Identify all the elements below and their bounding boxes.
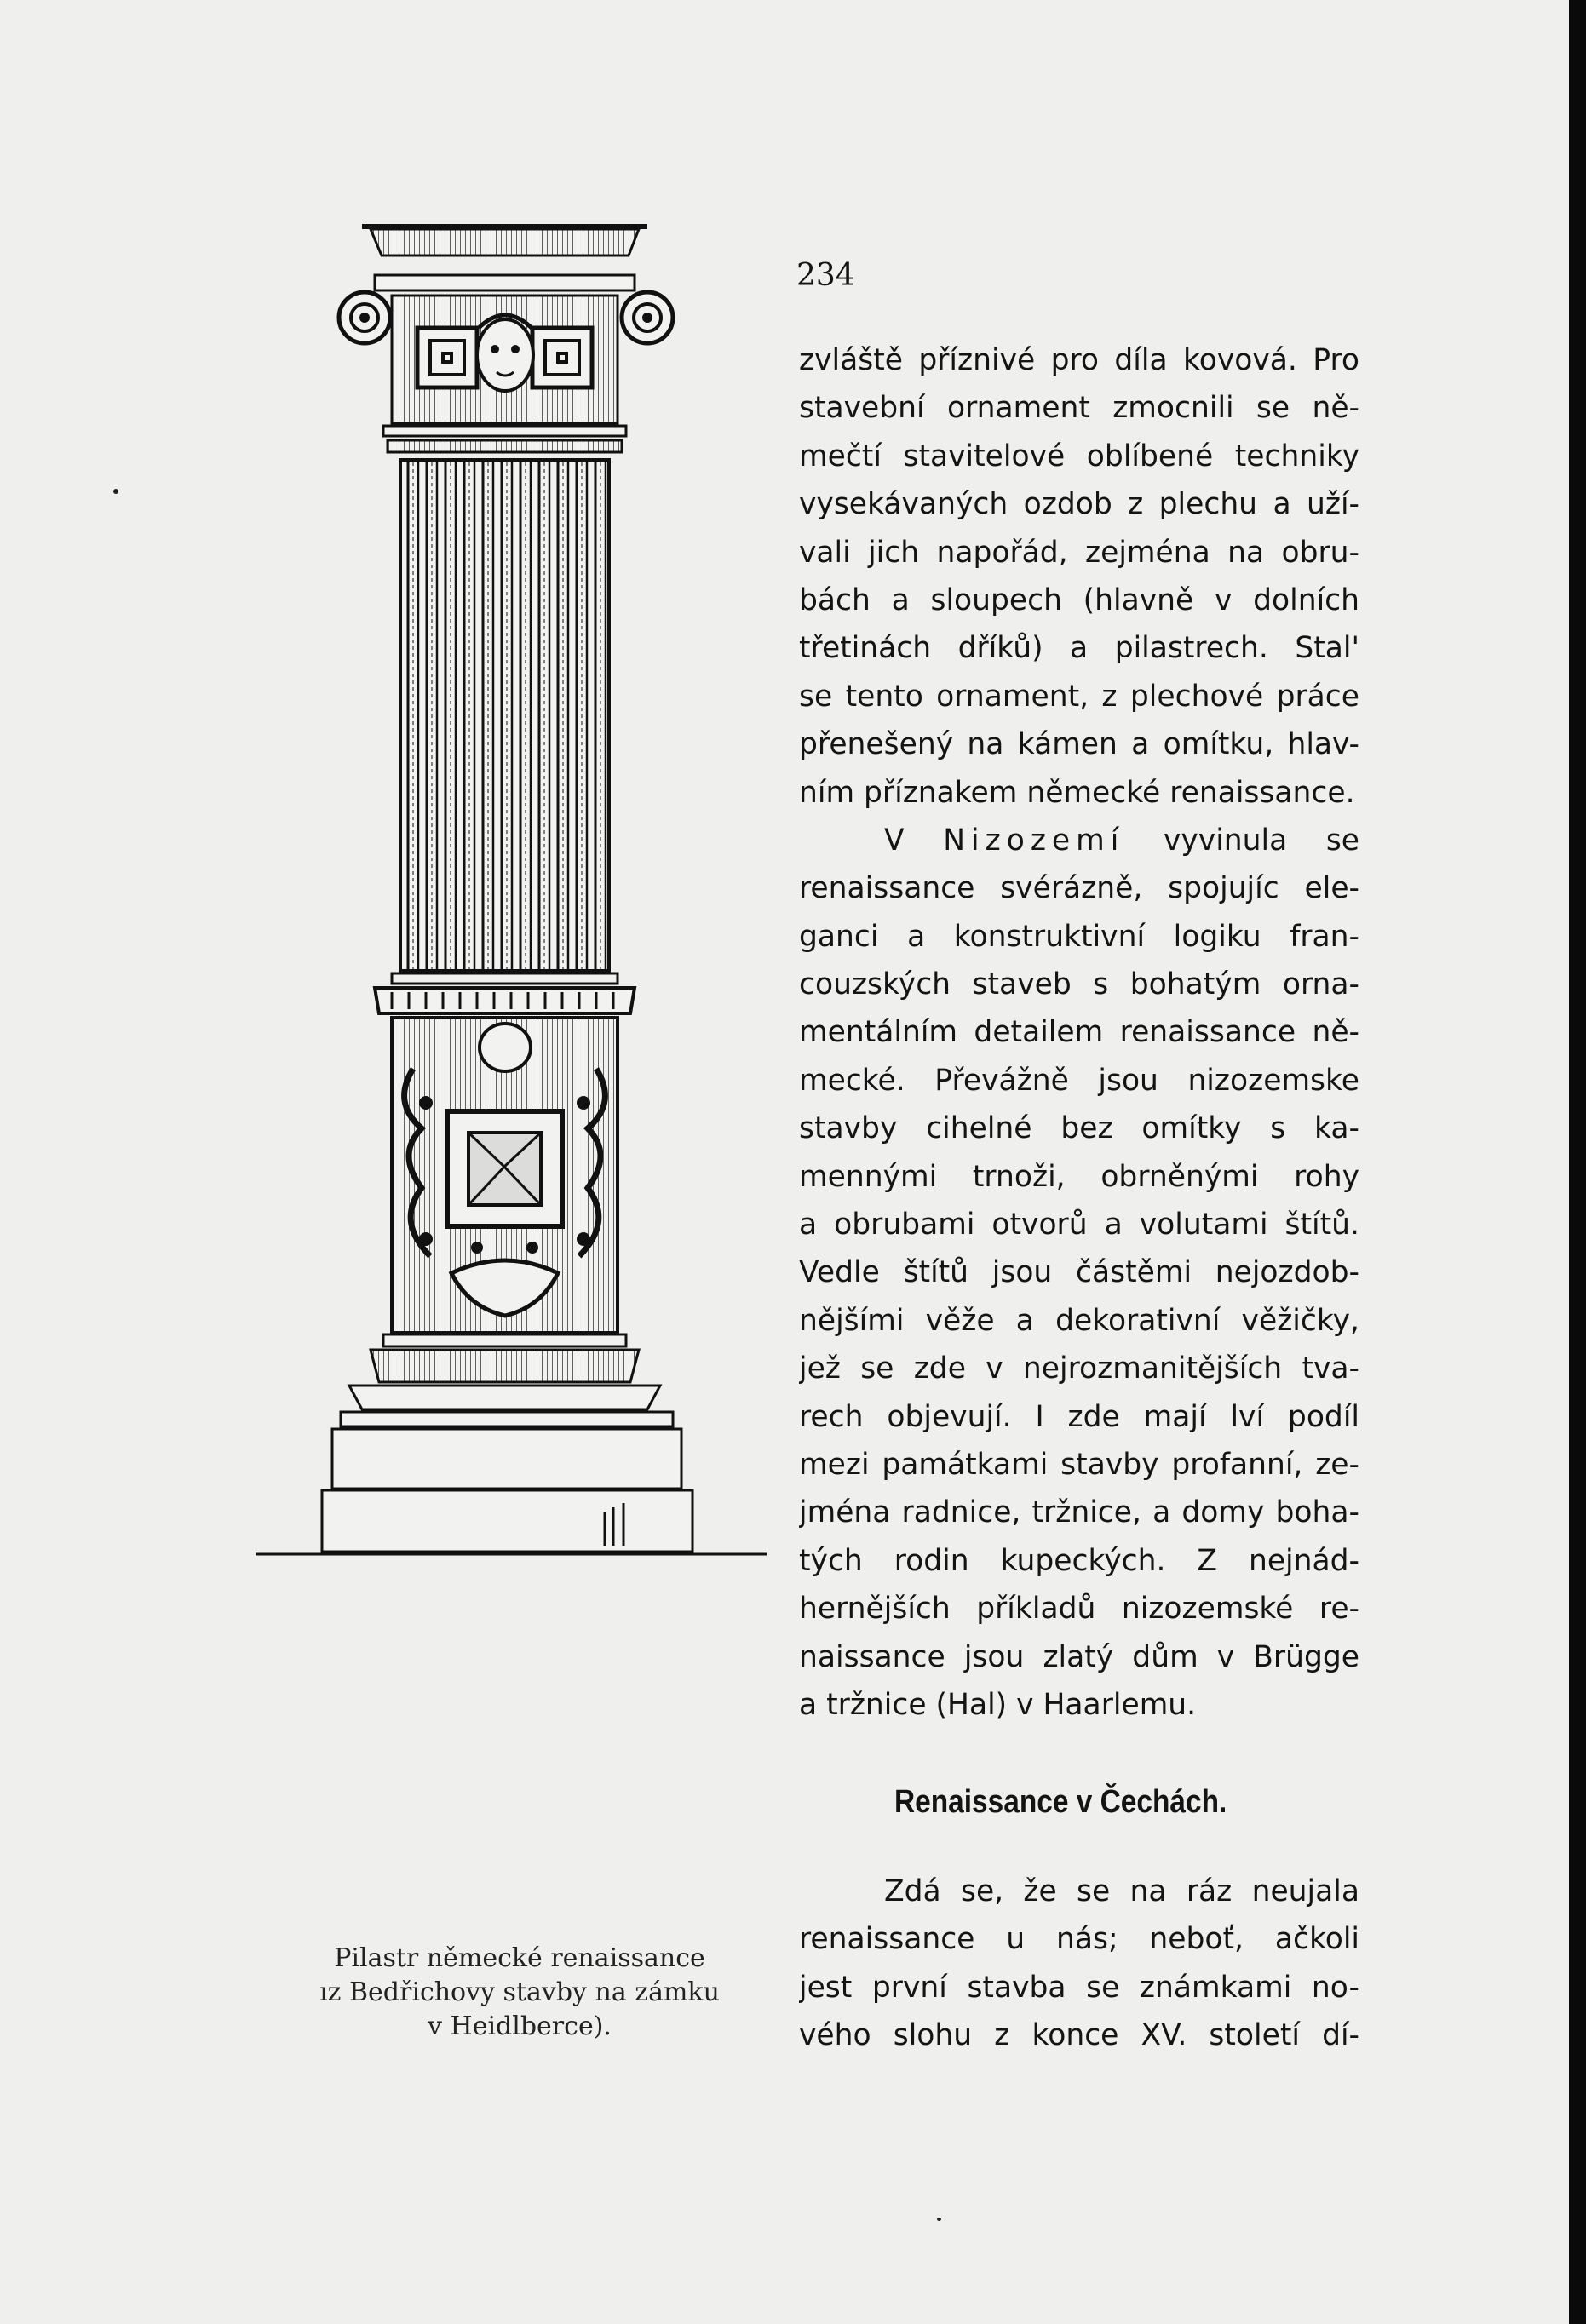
- text-line: mecké. Převážně jsou nizozemske: [799, 1063, 1359, 1098]
- section-heading: Renaissance v Čechách.: [894, 1784, 1227, 1820]
- text-line: vého slohu z konce XV. století dí-: [799, 2018, 1359, 2053]
- plinth: [332, 1429, 681, 1489]
- text-line: mezi památkami stavby profanní, ze-: [799, 1447, 1359, 1482]
- fluted-shaft: [400, 460, 609, 971]
- line-rest: vyvinula se: [1163, 823, 1359, 858]
- plinth-lower: [322, 1490, 692, 1552]
- scan-edge: [1569, 0, 1586, 2324]
- text-line: nějšími věže a dekorativní věžičky,: [799, 1303, 1359, 1338]
- scan-speck: [113, 489, 118, 494]
- abacus: [371, 229, 639, 255]
- caption-line: ız Bedřichovy stavby na zámku: [319, 1977, 720, 2007]
- text-line: jména radnice, tržnice, a domy boha-: [799, 1495, 1359, 1530]
- text-line: a obrubami otvorů a volutami štítů.: [799, 1208, 1359, 1242]
- paragraph-lead: V: [884, 823, 905, 858]
- text-line: vysekávaných ozdob z plechu a uží-: [799, 487, 1359, 522]
- text-line: vali jich napořád, zejména na obru-: [799, 535, 1359, 570]
- base-moulding: [371, 1350, 639, 1382]
- pilaster-drawing: [256, 217, 767, 1942]
- mask-head: [477, 319, 533, 391]
- page-number: 234: [796, 258, 855, 293]
- text-line: rech objevují. I zde mají lví podíl: [799, 1399, 1359, 1434]
- text-line: stavby cihelné bez omítky s ka-: [799, 1111, 1359, 1146]
- capital-band: [375, 275, 635, 290]
- spaced-emphasis: Nizozemí: [943, 823, 1125, 858]
- text-line: třetinách dříků) a pilastrech. Stal': [799, 631, 1359, 666]
- text-line: jež se zde v nejrozmanitějších tva-: [799, 1351, 1359, 1386]
- text-line: hernějších příkladů nizozemské re-: [799, 1592, 1359, 1627]
- text-line: bách a sloupech (hlavně v dolních: [799, 582, 1359, 617]
- text-line: tých rodin kupeckých. Z nejnád-: [799, 1543, 1359, 1578]
- text-line: Vedle štítů jsou částěmi nejozdob-: [799, 1255, 1359, 1290]
- text-line: [799, 817, 1359, 864]
- text-line: Zdá se, že se na ráz neujala: [884, 1874, 1359, 1908]
- pilaster-illustration: [256, 217, 767, 1942]
- paragraph-1: [799, 336, 1359, 817]
- text-line: mennými trnoži, obrněnými rohy: [799, 1159, 1359, 1194]
- text-line: ganci a konstruktivní logiku fran-: [799, 919, 1359, 954]
- text-line: jest první stavba se známkami no-: [799, 1970, 1359, 2005]
- figure-caption: [256, 1942, 784, 2044]
- text-line: a tržnice (Hal) v Haarlemu.: [799, 1687, 1197, 1722]
- body-text: [799, 336, 1359, 1729]
- text-line: ním příznakem německé renaissance.: [799, 775, 1355, 810]
- text-line: mentálním detailem renaissance ně-: [799, 1015, 1359, 1050]
- text-line: naissance jsou zlatý dům v Brügge: [799, 1639, 1359, 1674]
- text-line: se tento ornament, z plechové práce: [799, 679, 1359, 714]
- text-line: renaissance svérázně, spojujíc ele-: [799, 871, 1359, 906]
- text-line: zvláště příznivé pro díla kovová. Pro: [799, 343, 1359, 377]
- paragraph-2: [799, 817, 1359, 1729]
- text-line: renaissance u nás; neboť, ačkoli: [799, 1922, 1359, 1957]
- caption-line: v Heidlberce).: [428, 2011, 612, 2041]
- text-line: mečtí stavitelové oblíbené techniky: [799, 439, 1359, 473]
- caption-line: Pilastr německé renaissance: [334, 1943, 705, 1973]
- text-line: stavební ornament zmocnili se ně-: [799, 391, 1359, 426]
- scan-speck: [937, 2218, 941, 2221]
- text-line: přenešený na kámen a omítku, hlav-: [799, 727, 1359, 762]
- paragraph-3: [799, 1868, 1359, 2060]
- text-line: couzských staveb s bohatým orna-: [799, 967, 1359, 1002]
